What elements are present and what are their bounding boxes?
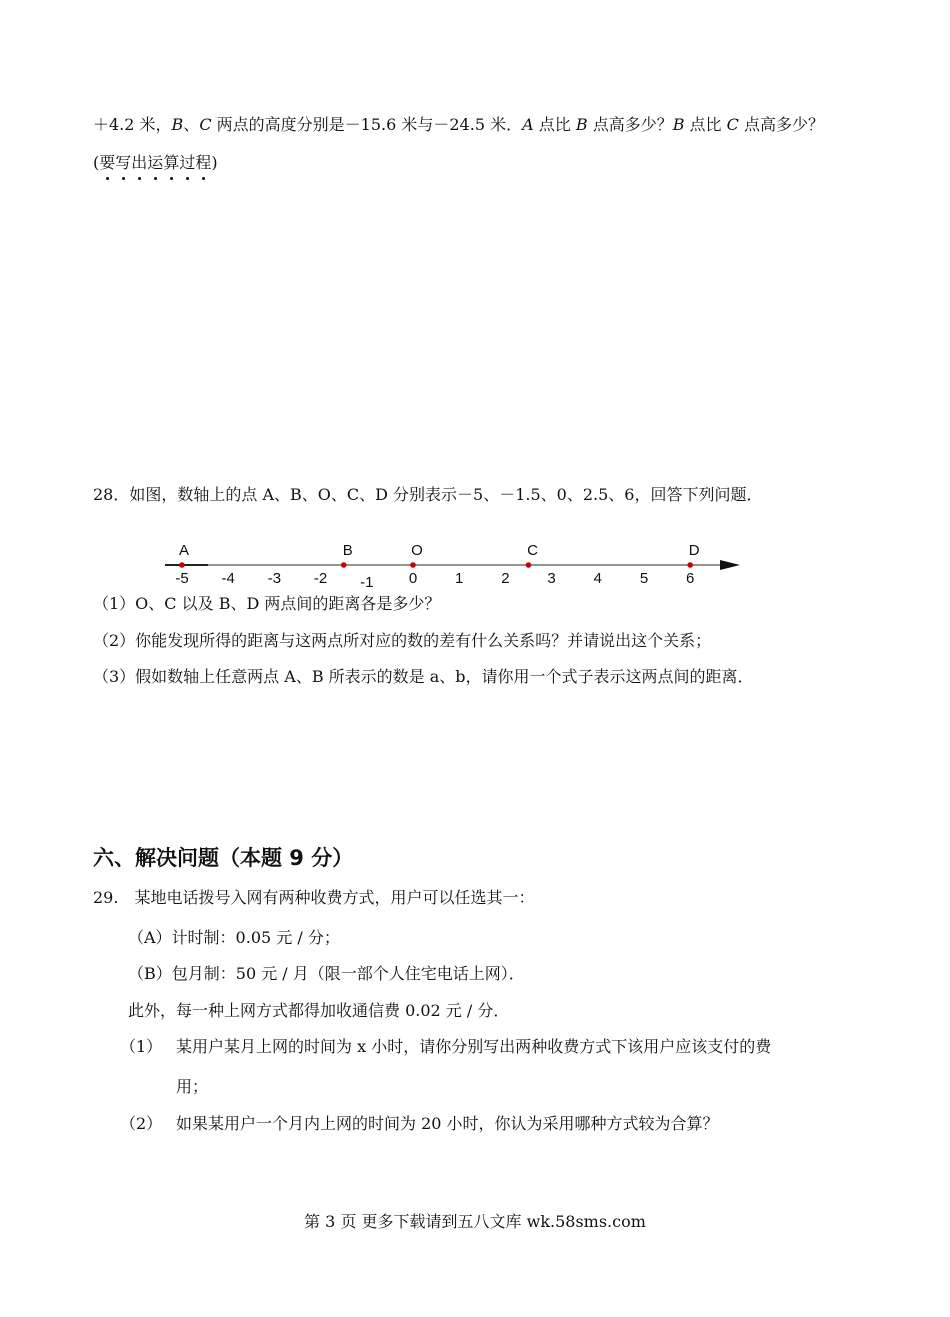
q28-sub2: （2）你能发现所得的距离与这两点所对应的数的差有什么关系吗？并请说出这个关系；: [93, 631, 712, 650]
point-marker: [526, 562, 532, 568]
q29-sub2-num: （2）: [120, 1114, 163, 1133]
q27-text: 点高多少？: [587, 115, 673, 134]
points: [179, 542, 700, 568]
q29-sub1-text: 某用户某月上网的时间为 x 小时，请你分别写出两种收费方式下该用户应该支付的费: [176, 1037, 772, 1056]
tick-label: -5: [175, 570, 189, 587]
var-b: B: [575, 115, 588, 134]
q27-text: ＋4.2 米，: [93, 115, 172, 134]
q29-option-b: （B）包月制：50 元 / 月（限一部个人住宅电话上网）．: [128, 964, 525, 983]
tick-label: 6: [686, 570, 695, 587]
q27-line1: [93, 114, 824, 136]
emphasis-char: 写: [115, 153, 132, 172]
point-marker: [687, 562, 693, 568]
tick-labels: [175, 570, 694, 591]
q29-option-a: （A）计时制：0.05 元 / 分；: [128, 928, 340, 947]
q29-sub1-cont: 用；: [176, 1077, 209, 1096]
paren-open: (: [93, 153, 100, 172]
point-marker: [410, 562, 416, 568]
q27-text: 、: [183, 115, 200, 134]
tick-label: -2: [313, 570, 328, 587]
point-label: C: [527, 542, 538, 559]
var-b: B: [171, 115, 184, 134]
tick-label: 2: [501, 570, 510, 587]
page-footer: 第 3 页 更多下载请到五八文库 wk.58sms.com: [304, 1212, 646, 1231]
q28-sub3: （3）假如数轴上任意两点 A、B 所表示的数是 a、b，请你用一个式子表示这两点间的距离．: [93, 667, 754, 686]
q29-intro: 29. 某地电话拨号入网有两种收费方式，用户可以任选其一：: [93, 888, 535, 907]
section-heading: 六、解决问题（本题 9 分）: [93, 846, 354, 870]
var-b: B: [672, 115, 685, 134]
paren-close: ): [211, 153, 218, 172]
q29-sub1-num: （1）: [120, 1037, 163, 1056]
point-label: O: [411, 542, 423, 559]
point-label: B: [342, 542, 353, 559]
q27-text: 点比: [533, 115, 576, 134]
point-label: A: [178, 542, 190, 559]
q28-intro: 28．如图，数轴上的点 A、B、O、C、D 分别表示－5、－1.5、0、2.5、6，回答下列问题．: [93, 485, 763, 504]
arrow-icon: [720, 560, 740, 570]
point-label: D: [688, 542, 700, 559]
tick-label: 0: [408, 570, 418, 587]
tick-label: 3: [547, 570, 556, 587]
emphasis-char: 要: [99, 153, 116, 172]
q27-text: 两点的高度分别是－15.6 米与－24.5 米．: [211, 115, 523, 134]
point-marker: [179, 562, 185, 568]
var-a: A: [522, 115, 534, 134]
number-line: [160, 535, 760, 595]
var-c: C: [726, 115, 739, 134]
q29-sub2-text: 如果某用户一个月内上网的时间为 20 小时，你认为采用哪种方式较为合算？: [176, 1114, 719, 1133]
tick-label: 1: [455, 570, 464, 587]
emphasis-char: 运: [147, 153, 164, 172]
tick-label: -4: [221, 570, 235, 587]
tick-label: -1: [360, 574, 374, 591]
emphasis-char: 算: [163, 153, 180, 172]
emphasis-char: 程: [195, 153, 212, 172]
emphasis-char: 过: [179, 153, 196, 172]
emphasis-char: 出: [131, 153, 148, 172]
var-c: C: [199, 115, 212, 134]
tick-label: 5: [639, 570, 649, 587]
tick-label: -3: [267, 570, 282, 587]
q29-extra: 此外，每一种上网方式都得加收通信费 0.02 元 / 分．: [128, 1001, 510, 1020]
tick-label: 4: [593, 570, 602, 587]
q27-text: 点高多少？: [738, 115, 824, 134]
q27-line2: [93, 152, 218, 174]
point-marker: [341, 562, 347, 568]
q28-sub1: （1）O、C 以及 B、D 两点间的距离各是多少？: [93, 594, 441, 613]
q27-text: 点比: [684, 115, 727, 134]
